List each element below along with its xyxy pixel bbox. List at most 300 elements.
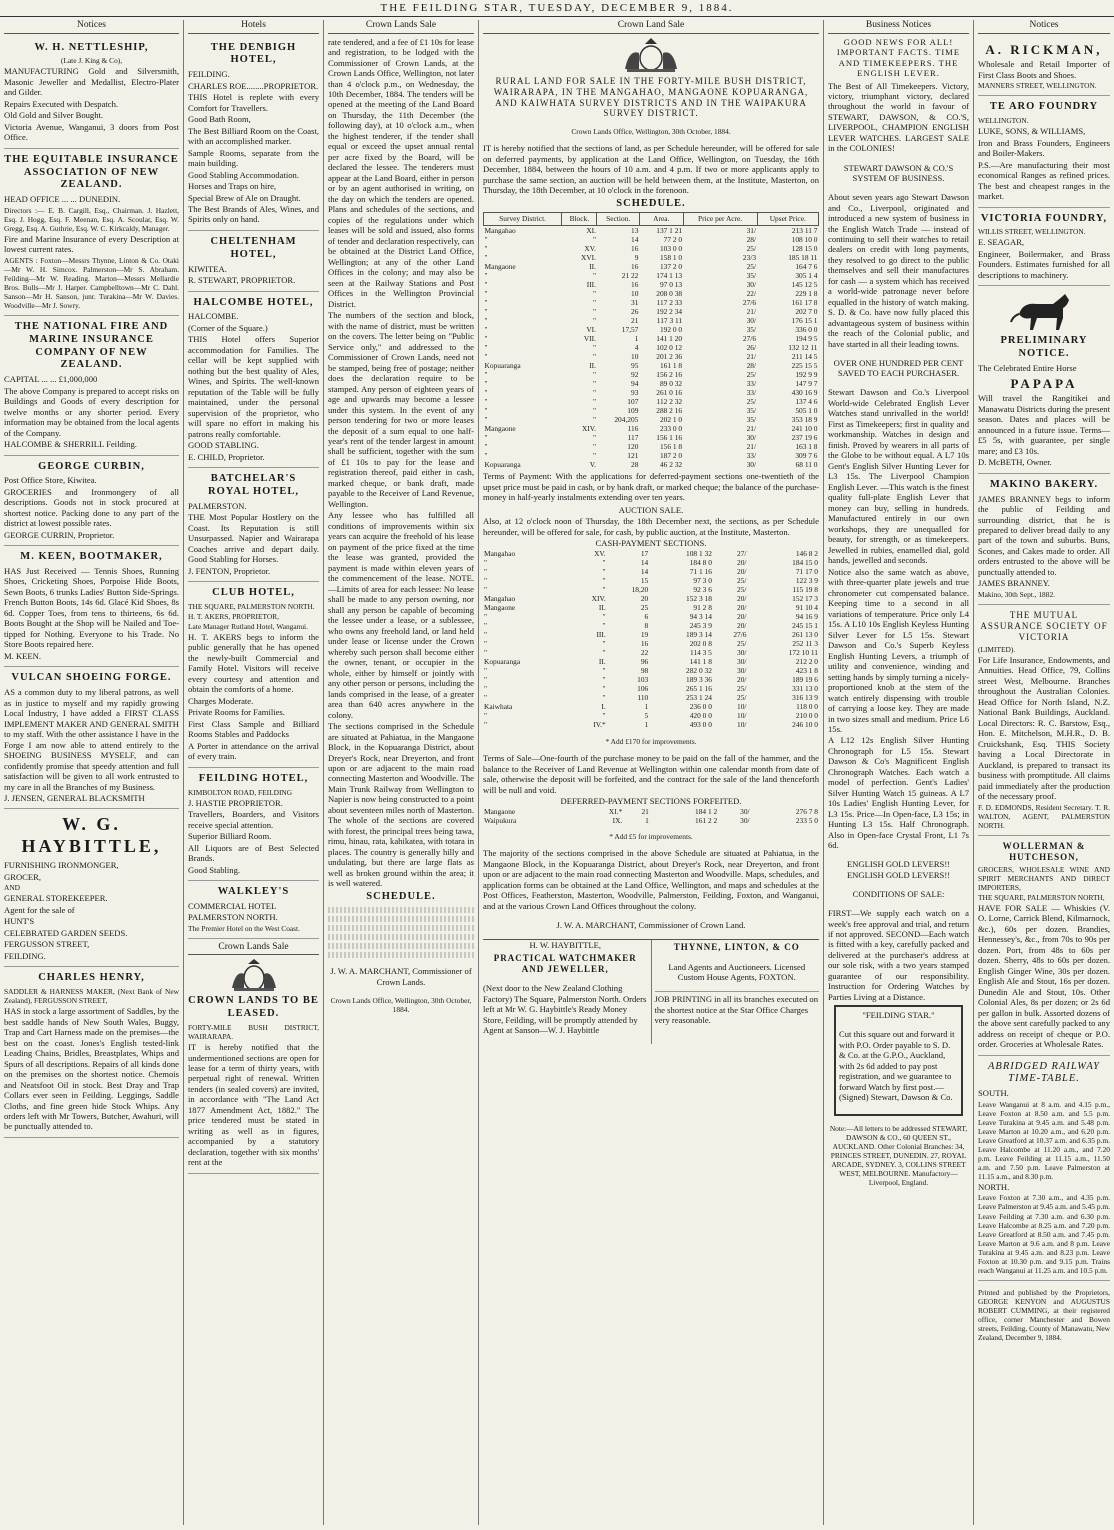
table-cell: 152 3 18 (686, 593, 712, 603)
table-cell: 20/ (737, 611, 747, 621)
table-cell: 10/ (737, 720, 747, 730)
table-cell: " (592, 451, 596, 461)
table-cell: 237 19 6 (791, 433, 818, 443)
table-cell: III. (596, 630, 606, 640)
table-cell: 91 10 4 (795, 602, 818, 612)
table-cell: Kaiwhata (484, 702, 513, 712)
table-row (484, 352, 819, 361)
table-cell: 145 12 5 (791, 279, 818, 289)
table-cell: 141 1 20 (656, 333, 683, 343)
table-cell: 25/ (737, 584, 747, 594)
table-row (483, 585, 819, 594)
table-cell: 245 3 9 (689, 621, 712, 630)
table-cell: 211 14 5 (791, 351, 818, 361)
table-cell: 19 (640, 630, 649, 640)
table-cell: 27/6 (742, 297, 757, 307)
ad-makino-bakery: MAKINO BAKERY. JAMES BRANNEY begs to inform the public of Feilding and surrounding district, that he is prepared to deliver bread daily to any part of the town and suburbs. Buns, Scones, and Cakes made to order. All orders entrusted to the above will be punctually attended to. JAMES BRANNEY. Makino, 30th Sept., 1882. (978, 474, 1110, 605)
table-cell: " (484, 720, 488, 730)
ad-national-insurance: THE NATIONAL FIRE AND MARINE INSURANCE COMPANY OF NEW ZEALAND. CAPITAL ... ... £1,000,000 The above Company is prepared to accept risks on Buildings and Goods of every description for twelve months or any shorter period. Every information may be obtained from the local agents of the Company. HALCOMBE & SHERRILL Feilding. (4, 316, 179, 456)
deferred-payment-schedule (483, 212, 819, 469)
horse-icon (1009, 292, 1079, 332)
table-row (484, 361, 819, 370)
table-header-cell: Price per Acre. (683, 213, 757, 225)
table-cell: " (592, 415, 596, 425)
table-cell: " (484, 684, 488, 694)
table-cell: 117 (627, 433, 639, 443)
table-cell: 261 13 0 (792, 630, 818, 640)
table-cell: Mangahao (484, 593, 516, 603)
table-cell: " (484, 621, 488, 630)
table-cell: " (484, 288, 488, 298)
table-cell: 30/ (746, 433, 757, 443)
table-cell: 189 3 36 (686, 675, 712, 685)
table-cell: 13 (631, 225, 639, 235)
table-cell: 103 (637, 675, 649, 685)
table-cell: 1 (644, 702, 649, 712)
table-cell: XV. (594, 548, 606, 558)
table-row (484, 289, 819, 298)
table-cell: 120 (627, 442, 639, 452)
ad-equitable-insurance: THE EQUITABLE INSURANCE ASSOCIATION OF NEW ZEALAND. HEAD OFFICE ... ... DUNEDIN. Directors :— E. B. Cargill, Esq., Chairman. J. Hazlett, Esq. J. Hogg, Esq. F. Meenan, Esq. A. Scoular, Esq. W. Gregg, Esq. A. Guthrie, Esq. W. C. Kirkcaldy, Manager. Fire and Marine Insurance of every Description at lowest current rates. AGENTS : Foxton—Messrs Thynne, Linton & Co. Otaki—Mr W. H. Simcox. Palmerston—Mr S. Abraham. Feilding—Mr W. Reading. Marton—Messrs Mellardie Bros. Bulls—Mr J. Harper. Campbelltown—Mr C. Dahl. Sanson—Mr H. Sanson, junr. Turakina—Mr W. Davies. Woodville—Mr J. Sowry. (4, 149, 179, 316)
table-cell: 108 10 0 (791, 234, 818, 244)
table-cell: 202 1 0 (659, 415, 683, 425)
table-cell: 5 (644, 711, 649, 721)
table-cell: 1 (634, 333, 639, 343)
table-row (483, 567, 819, 576)
table-cell: 103 0 0 (659, 243, 683, 253)
table-cell: 10 (631, 351, 639, 361)
table-cell: " (592, 297, 596, 307)
table-cell: 117 3 11 (656, 315, 683, 325)
table-row (484, 334, 819, 343)
table-row (484, 262, 819, 271)
table-cell: III. (586, 279, 596, 289)
table-cell: 30/ (746, 279, 757, 289)
table-cell: 316 13 9 (792, 693, 818, 703)
table-cell: " (484, 370, 488, 380)
ad-nettleship: W. H. NETTLESHIP, (Late J. King & Co), MANUFACTURING Gold and Silversmith, Masonic Jeweller and Medallist, Electro-Plater and Gilder. Repairs Executed with Despatch. Old Gold and Silver Bought. Victoria Avenue, Wanganui, 3 doors from Post Office. (4, 37, 179, 149)
table-cell: 116 (627, 424, 639, 434)
table-cell: 93 (631, 388, 639, 398)
table-cell: II. (589, 360, 596, 370)
table-cell: " (484, 648, 488, 658)
table-cell: " (592, 288, 596, 298)
table-cell: 137 1 21 (656, 225, 683, 235)
table-cell: " (484, 415, 488, 425)
table-cell: 1 (644, 720, 649, 730)
table-cell: 35/ (746, 406, 757, 416)
table-cell: 156 1 8 (659, 442, 683, 452)
table-cell: 156 1 16 (656, 433, 683, 443)
table-row (484, 406, 819, 415)
table-cell: 31/ (746, 225, 757, 235)
table-cell: 25/ (746, 397, 757, 407)
table-cell: 98 (640, 666, 649, 676)
table-cell: " (484, 351, 488, 361)
table-cell: II. (589, 261, 596, 271)
table-cell: 114 3 5 (689, 648, 712, 658)
table-cell: " (602, 684, 606, 694)
table-row (484, 343, 819, 352)
table-cell: 158 1 0 (659, 252, 683, 262)
ad-halcombe-hotel: HALCOMBE HOTEL, HALCOMBE. (Corner of the Square.) THIS Hotel offers Superior accommodation for Families. The cellar will be kept supplied with nothing but the best quality of Ales, Wines, and Spirits. The well-known reputation of the Table will be fully maintained, under the personal supervision of the proprietor, who will spare no effort in making his patrons really comfortable. GOOD STABLING. E. CHILD, Proprietor. (188, 292, 319, 469)
table-cell: 30/ (737, 666, 747, 676)
table-cell: " (484, 297, 488, 307)
table-cell: 17 (640, 548, 649, 558)
table-cell: 108 1 32 (686, 548, 712, 558)
table-cell: 16 (631, 261, 639, 271)
table-cell: 184 1 2 (695, 806, 718, 816)
ad-vulcan-forge: VULCAN SHOEING FORGE. AS a common duty to my liberal patrons, as well as in justice to myself and my rapidly growing Local Industry, I have added a FIRST CLASS IMPLEMENT MAKER AND GENERAL SMITH to my staff. With the other assistance I have in the Forge I am now able to attend entirely to the SHOEING BUSINESS MYSELF, and can confidently promise that speedy attention and full satisfaction will be given to all work entrusted to my care in all the Branches of my Business. J. JENSEN, GENERAL BLACKSMITH (4, 667, 179, 809)
table-cell: " (602, 584, 606, 594)
table-cell: 184 8 0 (689, 557, 712, 567)
table-cell: 212 2 0 (795, 657, 818, 667)
table-row (484, 397, 819, 406)
table-cell: " (484, 270, 488, 280)
table-row (483, 702, 819, 711)
table-cell: 210 0 0 (795, 711, 818, 721)
table-cell: 17,57 (621, 324, 639, 334)
table-cell: 117 2 33 (656, 297, 683, 307)
table-cell: 92 3 6 (693, 584, 712, 594)
forfeited-schedule (483, 807, 819, 825)
table-row (483, 558, 819, 567)
table-row (483, 684, 819, 693)
table-cell: " (484, 433, 488, 443)
table-row (483, 549, 819, 558)
table-cell: 25/ (746, 261, 757, 271)
table-cell: " (592, 234, 596, 244)
table-cell: 35/ (746, 415, 757, 425)
table-cell: 94 16 9 (795, 611, 818, 621)
table-cell: XIV. (581, 424, 596, 434)
table-cell: 184 15 0 (792, 557, 818, 567)
table-cell: 107 (627, 397, 639, 407)
table-cell: 30/ (740, 806, 750, 816)
table-cell: 189 3 14 (686, 630, 712, 640)
table-cell: V. (589, 460, 596, 470)
table-cell: 15 (640, 575, 649, 585)
table-cell: " (484, 243, 488, 253)
ad-crown-lands-lease: Crown Lands Sale CROWN LANDS TO BE LEASED. FORTY-MILE BUSH DISTRICT, WAIRARAPA. IT is hereby notified that the undermentioned sections are open for lease for a term of thirty years, with perpetual right of renewal. Written tenders (in sealed covers) are invited, in accordance with "The Land Act 1877 Amendment Act, 1882." The price tendered must be stated in writing as well as in figures, accompanied by a statutory declaration, together with six months' rent at the (188, 939, 319, 1174)
table-cell: 21/ (746, 351, 757, 361)
table-cell: " (602, 557, 606, 567)
table-cell: 92 (631, 370, 639, 380)
table-cell: 33/ (746, 451, 757, 461)
table-row (483, 807, 819, 816)
table-header-cell: Section. (597, 213, 639, 225)
column-business-notices: Business Notices GOOD NEWS FOR ALL! IMPORTANT FACTS. TIME AND TIMEKEEPERS. THE ENGLISH LEVER. The Best of All Timekeepers. Victory, victory, triumphant victory, declared throughout the world in favour of STEWART, DAWSON, & CO.'S, LIVERPOOL, CHAMPION ENGLISH LEVER WATCHES. LARGEST SALE in the COLONIES! STEWART DAWSON & CO.'S SYSTEM OF BUSINESS. About seven years ago Stewart Dawson and Co., Liverpool, originated and introduced a new system of business in the English Watch Trade — instead of continuing to sell their watches to retail dealers on credit with long payments, they resolved to go direct to the public themselves and sell their manufactures for cash — a system which has received a world-wide patronage never before equalled in the history of watch making. S. D. & Co. have now fully placed this advantageous system of business within the reach of the Colonial public, and have started in all their leading towns. OVER ONE HUNDRED PER CENT SAVED TO EACH PURCHASER. Stewart Dawson and Co.'s Liverpool World-wide Celebrated English Lever Watches stand unrivalled in the world! First as Timekeepers; first in quality and workmanship. Watches in design and finish. Proved by wearers in all parts of the Globe to be without equal. A L7 10s Gent's English Silver Hunting Lever for L3 15s. The Liverpool Champion English Lever. —This watch is the finest quality full-plate English Lever that money can buy, selling in hundreds. Manufactured entirely in our own workshops, they are unequalled for beauty, for strength, or as timekeepers. Jewelled in rubies, enamelled dial, gold hands, jewelled and seconds. Notice also the same watch as above, with three-quarter plate jewels and true chronometer cut compensated balance. Keeping time to a second in all variations of temperature. Price only L4 15s. A L10 10s English Keyless Hunting Silver Lever for L5 15s. Stewart Dawson and Co.'s Superb Keyless English Hunting Levers, a triumph of utility and convenience, winding and setting hands by simply turning a nicely-proportioned knob at the stem of the watch entirely dispensing with trouble of carrying a loose key. They are made in two sizes small and medium. Price L6 15s. A L12 12s English Silver Hunting Chronograph for L5 15s. Stewart Dawson & Co's Magnificent English Chronograph Watches. Each watch a model of perfection. Gent's Ladies' Silver Hunting Watch 15 guineas. A L7 10s Ladies' English Hunting Lever, for L3 15s. Price—In Open-face, L3 15s; in Hunting L3 15s. Half Chronograph. Also in Open-face Crystal Front, L1 7s 6d. ENGLISH GOLD LEVERS!! ENGLISH GOLD LEVERS!! CONDITIONS OF SALE: FIRST—We supply each watch on a week's free approval and trial, and return if not approved. SECOND—Each watch is fitted with a key, carefully packed and delivered at the purchaser's address at our sole risk, with a two years stamped guarantee of our responsibility. Instruction for Ordering Watches by Parties Living at a Distance. "FEILDING STAR." Cut this square out and forward it with P.O. Order payable to S. D. & Co. at the G.P.O., Auckland, with 2s 6d added to pay post registration, and we guarantee to forward Watch by first post.—(Signed) Stewart, Dawson & Co. Note:—All letters to be addressed STEWART, DAWSON & CO., 60 QUEEN ST., AUCKLAND. Other Colonial Branches: 34, PRINCES STREET, DUNEDIN. 27, ROYAL ARCADE, SYDNEY. 3, COLLINS STREET WEST, MELBOURNE. Manufactory—Liverpool, England. (823, 20, 973, 1525)
table-cell: 14 (640, 566, 649, 576)
table-cell: II. (598, 602, 606, 612)
table-row (483, 621, 819, 630)
table-cell: 28/ (746, 234, 757, 244)
table-cell: " (602, 611, 606, 621)
table-cell: 128 15 0 (791, 243, 818, 253)
table-row (483, 720, 819, 729)
table-cell: 35/ (746, 324, 757, 334)
table-header-cell: Block. (562, 213, 597, 225)
table-row (484, 298, 819, 307)
table-cell: 202 0 8 (689, 639, 712, 649)
table-cell: " (592, 315, 596, 325)
table-cell: 276 7 8 (795, 806, 818, 816)
table-cell: 30/ (737, 657, 747, 667)
column-header: Notices (4, 20, 179, 34)
table-cell: 172 10 11 (788, 648, 818, 658)
table-cell: 71 17 0 (795, 566, 818, 576)
table-cell: " (592, 406, 596, 416)
table-row (483, 657, 819, 666)
table-cell: 187 2 0 (659, 451, 683, 461)
table-cell: 233 5 0 (795, 815, 818, 825)
ad-keen-bootmaker: M. KEEN, BOOTMAKER, HAS Just Received — Tennis Shoes, Running Shoes, Cricketing Shoes, Porpoise Hide Boots, Sewn Boots, 6 trunks Ladies' Button Side-Springs. French Button Boots, 14s 6d. Glacé Kid Shoes, 8s 6d. Copper Toes, from tens to thirteens, 6s 6d. Boots Bought at the Shop will be Nailed and Toe-tipped for Nothing. Everyone to his Trade. No Store Boots repaired here. M. KEEN. (4, 546, 179, 667)
table-row (484, 388, 819, 397)
column-hotels (183, 20, 323, 1525)
table-cell: 25/ (737, 684, 747, 694)
table-cell: 246 10 0 (792, 720, 818, 730)
table-cell: " (592, 379, 596, 389)
table-cell: 163 1 8 (795, 442, 818, 452)
table-cell: 28 (631, 460, 639, 470)
table-cell: 147 9 7 (795, 379, 818, 389)
table-cell: 174 1 13 (656, 270, 683, 280)
table-cell: " (592, 351, 596, 361)
table-row (484, 325, 819, 334)
ad-wollerman-hutcheson: WOLLERMAN & HUTCHESON, GROCERS, WHOLESALE WINE AND SPIRIT MERCHANTS AND DIRECT IMPORTERS, THE SQUARE, PALMERSTON NORTH, HAVE FOR SALE — Whiskies (V. O. Lorne, Carrick Blend, Kilmarnock, &c.), 60s per dozen. Brandies, Hennessey's, &c., from 70s to 90s per dozen. Port, from 48s to 60s per dozen. Sherry, 48s to 60s per dozen. English Ginger Wine, 30s per dozen. English Ale and Stout, 16s per dozen. Dunedin Ale and Stout, 10s. Other Colonial Ales, 8s per dozen; or 2s 6d per gallon in bulk. Assorted dozens of the above sent carefully packed to any address on receipt of cheque or P.O. order. Groceries at Wholesale Rates. (978, 836, 1110, 1056)
railway-timetable: ABRIDGED RAILWAY TIME-TABLE. SOUTH. Leave Wanganui at 8 a.m. and 4.15 p.m., Leave Foxton at 8.50 a.m. and 5.5 p.m. Leave Turakina at 9.45 a.m. and 5.48 p.m. Leave Marton at 10.20 a.m., and 6.20 p.m. Leave Greatford at 10.37 a.m. and 6.35 p.m. Leave Halcombe at 11.20 a.m., and 7.20 p.m. Leave Feilding at 11.15 a.m., 11.50 a.m. and 7.50 p.m. Leave Palmerston at 11.15 a.m., and 8.30 p.m. NORTH. Leave Foxton at 7.30 a.m., and 4.35 p.m. Leave Palmerston at 9.45 a.m. and 5.45 p.m. Leave Feilding at 7.30 a.m. and 6.30 p.m. Leave Halcombe at 8.25 a.m. and 7.20 p.m. Leave Greatford at 8.50 a.m. and 7.45 p.m. Leave Marton at 9.6 a.m. and 8 p.m. Leave Turakina at 9.45 a.m. and 8.23 p.m. Leave Foxton at 10.30 p.m. and 9.15 p.m. Trains reach Wanganui at 11.25 a.m. and 10.5 p.m. (978, 1056, 1110, 1281)
table-cell: " (484, 379, 488, 389)
table-cell: " (484, 575, 488, 585)
table-cell: Mangaone (484, 424, 516, 434)
table-cell: XI. (586, 225, 596, 235)
table-cell: " (592, 342, 596, 352)
table-cell: Kopuaranga (484, 360, 521, 370)
table-cell: " (484, 693, 488, 703)
table-cell: " (484, 630, 488, 640)
table-cell: 21 (631, 315, 639, 325)
ad-charles-henry: CHARLES HENRY, SADDLER & HARNESS MAKER, (Next Bank of New Zealand), FERGUSSON STREET, HAS in stock a large assortment of Saddles, by the best saddle hands of New South Wales, Buggy, Trap and Cart Harness made on the premises—the best on the coast. Jones's English tested-link Leading Chains, Bridles, Breastplates, Whips and Spurs of all descriptions. Repairs of all kinds done on the premises on the shortest notice. Chemois and Neatsfoot Oil in stock. Best Dray and Trap Collars ever seen in Feilding. Leggings, Saddle Cloths, and fine green hide Stock Whips. Any orders left with Mr Towers, Butcher, Awahuri, will be punctually attended to. (4, 967, 179, 1138)
table-cell: 122 3 9 (795, 575, 818, 585)
table-header-cell: Survey District. (484, 213, 562, 225)
ad-george-curbin: GEORGE CURBIN, Post Office Store, Kiwitea. GROCERIES and Ironmongery of all descriptions. Goods not in stock procured at shortest notice. Packing done to any part of the district at lowest possible rates. GEORGE CURRIN, Proprietor. (4, 456, 179, 547)
table-cell: " (602, 639, 606, 649)
table-cell: 132 12 11 (788, 342, 818, 352)
table-cell: Mangahao (484, 225, 516, 235)
table-row (483, 666, 819, 675)
table-row (483, 630, 819, 639)
table-cell: VII. (583, 333, 596, 343)
table-cell: 194 9 5 (795, 333, 818, 343)
table-cell: II. (598, 657, 606, 667)
table-row (483, 675, 819, 684)
table-cell: 6 (644, 611, 649, 621)
table-cell: 10/ (737, 711, 747, 721)
table-cell: 27/6 (733, 630, 747, 640)
table-cell: 176 15 1 (791, 315, 818, 325)
table-cell: 68 11 0 (795, 460, 818, 470)
table-cell: 137 4 6 (795, 397, 818, 407)
table-cell: 430 16 9 (791, 388, 818, 398)
table-cell: 112 2 32 (656, 397, 683, 407)
table-cell: " (484, 388, 488, 398)
table-cell: 121 (627, 451, 639, 461)
table-cell: " (592, 270, 596, 280)
table-cell: Mangaone (484, 602, 516, 612)
table-cell: 20/ (737, 557, 747, 567)
table-cell: 102 0 12 (656, 342, 683, 352)
table-cell: " (484, 584, 488, 594)
column-notices-right (973, 20, 1114, 1525)
royal-crest-icon (619, 37, 683, 73)
table-cell: 20 (640, 593, 649, 603)
table-cell: 185 18 11 (788, 252, 818, 262)
table-cell: 21/ (746, 306, 757, 316)
lease-schedule-table (328, 907, 474, 958)
table-cell: " (484, 333, 488, 343)
table-cell: 46 2 32 (659, 460, 683, 470)
table-cell: 505 1 0 (795, 406, 818, 416)
table-row (484, 271, 819, 280)
table-cell: " (484, 406, 488, 416)
table-row (484, 379, 819, 388)
table-row (484, 460, 819, 469)
table-row (483, 576, 819, 585)
ad-hw-haybittle: H. W. HAYBITTLE, PRACTICAL WATCHMAKER AND JEWELLER, (Next door to the New Zealand Clothing Factory) The Square, Palmerston North. Orders left at Mr W. G. Haybittle's Ready Money Store, Feilding, will be promptly attended by Agent at Sanson—W. J. Haybittle (483, 940, 652, 1044)
imprint: Printed and published by the Proprietors, GEORGE KENYON and AUGUSTUS ROBERT CUMMING, at their registered office, corner Manchester and Bowen streets, Feilding, County of Manawatu, New Zealand, December 9, 1884. (978, 1288, 1110, 1343)
table-cell: 71 1 16 (689, 566, 712, 576)
table-cell: " (484, 675, 488, 685)
table-cell: " (484, 442, 488, 452)
ad-rickman: A. RICKMAN, Wholesale and Retail Importer of First Class Boots and Shoes. MANNERS STREET, WELLINGTON. (978, 37, 1110, 97)
table-cell: 8 (644, 621, 649, 630)
table-cell: " (592, 370, 596, 380)
table-cell: 16 (631, 243, 639, 253)
table-cell: 16 (631, 279, 639, 289)
table-row (483, 711, 819, 720)
table-cell: Kopuaranga (484, 460, 521, 470)
table-cell: " (602, 621, 606, 630)
table-cell: 420 0 0 (689, 711, 712, 721)
ad-preliminary-notice: PRELIMINARY NOTICE. The Celebrated Entire Horse PAPAPA Will travel the Rangitikei and Manawatu Districts during the present season. Dates and places will be announced in a future issue. Terms—£5 5s, with guarantee, per single mare; and £3 10s. D. McBETH, Owner. (978, 286, 1110, 473)
column-header: Crown Land Sale (483, 20, 819, 34)
table-cell: 96 (640, 657, 649, 667)
table-cell: 97 0 13 (659, 279, 683, 289)
table-cell: " (592, 397, 596, 407)
table-cell: 146 8 2 (795, 548, 818, 558)
table-cell: 18,20 (631, 584, 649, 594)
ad-walkley-hotel: WALKLEY'S COMMERCIAL HOTEL PALMERSTON NORTH. The Premier Hotel on the West Coast. (188, 881, 319, 939)
table-cell: " (484, 306, 488, 316)
table-cell: 22 (640, 648, 649, 658)
table-cell: 152 17 3 (792, 593, 818, 603)
table-cell: 91 2 8 (693, 602, 712, 612)
column-header: Business Notices (828, 20, 969, 34)
table-cell: 25/ (746, 243, 757, 253)
table-cell: 25/ (746, 370, 757, 380)
table-row (484, 316, 819, 325)
table-cell: " (592, 433, 596, 443)
table-cell: 115 19 8 (792, 584, 818, 594)
table-cell: 26 (631, 306, 639, 316)
table-cell: 1 (645, 815, 649, 825)
ad-mutual-assurance: THE MUTUAL ASSURANCE SOCIETY OF VICTORIA (LIMITED). For Life Insurance, Endowments, and Annuities. Head Office, 79, Collins street West, Melbourne. Branches throughout the Australian Colonies. Head Office for North Island, N.Z. National Bank Buildings, Auckland. Local Directors: R. C. Barstow, Esq., Hon. E. Mitchelson, M.H.R., D. B. Cruickshank, Esq. THIS Society having a Local Directorate in Auckland, is prepared to transact its business with promptitude. All claims paid immediately after the production of the necessary proof. F. D. EDMONDS, Resident Secretary. T. R. WALTON, AGENT, PALMERSTON NORTH. (978, 605, 1110, 836)
table-cell: 30/ (746, 315, 757, 325)
ad-batchelar-hotel: BATCHELAR'S ROYAL HOTEL, PALMERSTON. THE Most Popular Hostlery on the Coast. Its Reputation is still Unsurpassed. Napier and Wairarapa Coaches arrive and depart daily. Good Stabling for Horses. J. FENTON, Proprietor. (188, 468, 319, 582)
table-cell: 265 1 16 (686, 684, 712, 694)
ad-wg-haybittle: W. G. HAYBITTLE, FURNISHING IRONMONGER, GROCER, AND GENERAL STOREKEEPER. Agent for the sale of HUNT'S CELEBRATED GARDEN SEEDS. FERGUSSON STREET, FEILDING. (4, 809, 179, 967)
table-cell: 94 (631, 379, 639, 389)
ad-denbigh-hotel: THE DENBIGH HOTEL, FEILDING. CHARLES ROE........PROPRIETOR. THIS Hotel is replete with every Comfort for Travellers. Good Bath Room, The Best Billiard Room on the Coast, with an accomplished marker. Sample Rooms, separate from the main building. Good Stabling Accommodation. Horses and Traps on hire, Special Brew of Ale on Draught. The Best Brands of Ales, Wines, and Spirits only on hand. (188, 37, 319, 231)
table-cell: 229 1 8 (795, 288, 818, 298)
table-cell: " (484, 451, 488, 461)
table-cell: 336 0 0 (795, 324, 818, 334)
table-cell: 331 13 0 (792, 684, 818, 694)
table-cell: 106 (637, 684, 649, 694)
table-cell: 25/ (737, 693, 747, 703)
royal-crest-icon (226, 958, 282, 992)
table-cell: 33/ (746, 388, 757, 398)
table-cell: 305 1 4 (795, 270, 818, 280)
column-header: Notices (978, 20, 1110, 34)
table-cell: " (602, 648, 606, 658)
table-cell: " (602, 566, 606, 576)
table-cell: 16 (640, 639, 649, 649)
table-cell: " (602, 575, 606, 585)
table-cell: 25 (640, 602, 649, 612)
table-cell: Mangaone (484, 806, 516, 816)
table-cell: 28/ (746, 360, 757, 370)
table-cell: IX. (612, 815, 623, 825)
table-cell: 245 15 1 (792, 621, 818, 630)
table-cell: 25/ (737, 575, 747, 585)
table-cell: " (592, 306, 596, 316)
table-cell: Kopuaranga (484, 657, 521, 667)
table-cell: 4 (634, 342, 639, 352)
table-cell: 141 1 8 (689, 657, 712, 667)
table-cell: 225 15 5 (791, 360, 818, 370)
table-cell: 30/ (740, 815, 750, 825)
table-row (483, 594, 819, 603)
table-cell: XV. (584, 243, 596, 253)
table-row (483, 603, 819, 612)
column-crown-land-sale: Crown Land Sale RURAL LAND FOR SALE IN THE FORTY-MILE BUSH DISTRICT, WAIRARAPA, IN THE MANGAHAO, MANGAONE KOPUARANGA, AND KAIWHATA SURVEY DISTRICTS AND IN THE WAIPAKURA SURVEY DISTRICT. Crown Lands Office, Wellington, 30th October, 1884. IT is hereby notified that the sections of land, as per Schedule hereunder, will be offered for sale on deferred payments, by application at the Land Office, Wellington, on Tuesday, the 16th December, 1884, between the hours of 10 a.m. and 4 p.m. If two or more applicants apply to purchase the same section, an auction will be held between them, at the Institute, Masterton, on Thursday, the 18th December, at 10 o'clock in the forenoon. SCHEDULE. Survey District. Block. Section. Area. Price per Acre. Upset Price. Mangahao XI. 13 137 1 21 31/ 213 11 7 " " 14 77 2 0 28/ 108 10 0 " XV. 16 103 0 0 25/ 128 15 0 " XVI. 9 158 1 0 23/3 185 18 11 Mangaone II. 16 137 2 0 25/ 164 7 6 " " 21 22 174 1 13 35/ 305 1 4 " III. 16 97 0 13 30/ 145 12 5 " " 10 208 0 38 22/ 229 1 8 " " 31 117 2 33 27/6 161 17 8 " " 26 192 2 34 21/ 202 7 0 " " 21 117 3 11 30/ 176 15 1 " VI. 17,57 192 0 0 35/ 336 0 0 " VII. 1 141 1 20 27/6 194 9 5 " " 4 102 0 12 26/ 132 12 11 " " 10 201 2 36 21/ 211 14 5 Kopuaranga II. 95 161 1 8 28/ 225 15 5 " " 92 156 2 16 25/ 192 9 9 " " 94 89 0 32 33/ 147 9 7 " " 93 261 0 16 33/ 430 16 9 " " 107 112 2 32 25/ 137 4 6 " " 109 288 2 16 35/ 505 1 0 " " 204,205 202 1 0 35/ 353 18 9 Mangaone XIV. 116 233 0 0 21/ 241 10 0 " " 117 156 1 16 30/ 237 19 6 " " 120 156 1 8 21/ 163 1 8 " " 121 187 2 0 33/ 309 7 6 Kopuaranga V. 28 46 2 32 30/ 68 11 0 Terms of Payment: With the applications for deferred-payment sections one-twentieth of the upset price must be paid in cash, or by bank draft, or marked cheque; the balance of the purchase-money in half-yearly instalments extending over ten years. AUCTION SALE. Also, at 12 o'clock noon of Thursday, the 18th December next, the sections, as per Schedule hereunder, will be offered for sale, for cash, by public auction, at the Institute, Masterton. CASH-PAYMENT SECTIONS. Mangahao XV. 17 108 1 32 27/ 146 8 2 " " 14 184 8 0 20/ 184 15 0 " " 14 71 1 16 20/ 71 17 0 " " 15 97 3 0 25/ 122 3 9 " " 18,20 92 3 6 25/ 115 19 8 Mangahao XIV. 20 152 3 18 20/ 152 17 3 Mangaone II. 25 91 2 8 20/ 91 10 4 " " 6 94 3 14 20/ 94 16 9 " " 8 245 3 9 20/ 245 15 1 " III. 19 189 3 14 27/6 261 13 0 " " 16 202 0 8 25/ 252 11 3 " " 22 114 3 5 30/ 172 10 11 Kopuaranga II. 96 141 1 8 30/ 212 2 0 " " 98 282 0 32 30/ 423 1 8 " " 103 189 3 36 20/ 189 19 6 " " 106 265 1 16 25/ 331 13 0 " " 110 253 1 24 25/ 316 13 9 Kaiwhata I. 1 236 0 0 10/ 118 0 0 " " 5 420 0 0 10/ 210 0 0 " IV.* 1 493 0 0 10/ 246 10 0 * Add £170 for improvements. Terms of Sale—One-fourth of the purchase money to be paid on the fall of the hammer, and the balance to the Receiver of Land Revenue at Wellington within one calendar month from date of sale, otherwise the deposit will be forfeited, and the contract for the sale of the land thenceforth will be null and void. DEFERRED-PAYMENT SECTIONS FORFEITED. Mangaone XI.* 21 184 1 2 30/ 276 7 8 Waipukura IX. 1 161 2 2 30/ 233 5 0 * Add £5 for improvements. The majority of the sections comprised in the above Schedule are situated at Pahiatua, in the Mangaone Block, in the Kopuaranga District, about Dreyer's Rock, near Dreyerton, and front upon or are adjacent to the main road connecting Masterton and Woodville. Maps, schedules, and application forms can be obtained at the Land Office, Wellington, and maps and schedules at the Post Offices, Featherston, Masterton, Woodville, Palmerston, Feilding, Foxton, and Wanganui, and at the various Crown Land Offices throughout the colony. J. W. A. MARCHANT, Commissioner of Crown Land. H. W. HAYBITTLE, PRACTICAL WATCHMAKER AND JEWELLER, (Next door to the New Zealand Clothing Factory) The Square, Palmerston North. Orders left at Mr W. G. Haybittle's Ready Money Store, Feilding, will be promptly attended by Agent at Sanson—W. J. Haybittle THYNNE, LINTON, & CO Land Agents and Auctioneers. Licensed Custom House Agents, FOXTON. JOB PRINTING in all its branches executed on the shortest notice at the Star Office Charges very reasonable. (478, 20, 823, 1525)
table-cell: 21/ (746, 424, 757, 434)
table-cell: 20/ (737, 621, 747, 630)
table-row (483, 816, 819, 825)
table-cell: 27/ (737, 548, 747, 558)
table-row (484, 370, 819, 379)
table-row (484, 415, 819, 424)
table-cell: 288 2 16 (656, 406, 683, 416)
table-cell: " (602, 711, 606, 721)
ad-thynne-linton: THYNNE, LINTON, & CO Land Agents and Auctioneers. Licensed Custom House Agents, FOXTON. JOB PRINTING in all its branches executed on the shortest notice at the Star Office Charges very reasonable. (654, 942, 818, 1026)
table-cell: " (602, 693, 606, 703)
table-header-cell: Area. (639, 213, 683, 225)
cash-payment-schedule (483, 549, 819, 730)
table-row (484, 442, 819, 451)
table-cell: 213 11 7 (791, 225, 818, 235)
table-cell: " (484, 279, 488, 289)
table-cell: " (592, 442, 596, 452)
table-cell: 30/ (737, 648, 747, 658)
table-row (484, 253, 819, 262)
table-cell: 10 (631, 288, 639, 298)
table-cell: 27/6 (742, 333, 757, 343)
table-cell: 23/3 (742, 252, 757, 262)
table-cell: 22/ (746, 288, 757, 298)
table-cell: 156 2 16 (656, 370, 683, 380)
